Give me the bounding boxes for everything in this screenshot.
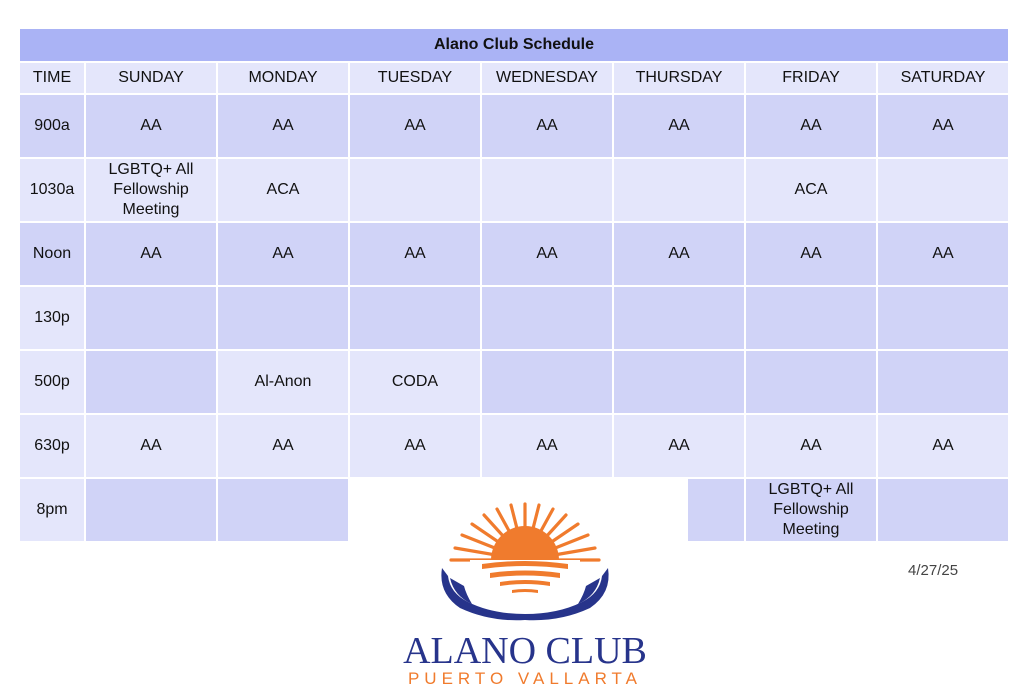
- schedule-cell: AA: [745, 222, 877, 286]
- time-cell: 630p: [19, 414, 85, 478]
- time-cell: 500p: [19, 350, 85, 414]
- logo-name: ALANO CLUB: [403, 630, 647, 672]
- schedule-cell: AA: [85, 414, 217, 478]
- schedule-cell: AA: [745, 94, 877, 158]
- schedule-cell: [613, 158, 745, 222]
- schedule-cell: LGBTQ+ All Fellowship Meeting: [745, 478, 877, 542]
- schedule-cell: [613, 350, 745, 414]
- time-cell: 130p: [19, 286, 85, 350]
- time-cell: Noon: [19, 222, 85, 286]
- column-header-sunday: SUNDAY: [85, 62, 217, 94]
- schedule-cell: ACA: [217, 158, 349, 222]
- schedule-cell: [481, 158, 613, 222]
- schedule-cell: AA: [745, 414, 877, 478]
- schedule-cell: AA: [613, 94, 745, 158]
- column-header-tuesday: TUESDAY: [349, 62, 481, 94]
- schedule-cell: AA: [481, 94, 613, 158]
- schedule-cell: AA: [85, 222, 217, 286]
- schedule-cell: [877, 286, 1009, 350]
- schedule-title: Alano Club Schedule: [19, 28, 1009, 62]
- schedule-cell: AA: [217, 222, 349, 286]
- schedule-cell: AA: [349, 222, 481, 286]
- schedule-cell: AA: [349, 414, 481, 478]
- schedule-cell: AA: [481, 414, 613, 478]
- table-row: [19, 222, 1009, 286]
- schedule-cell: [85, 350, 217, 414]
- table-row: [19, 158, 1009, 222]
- time-cell: 8pm: [19, 478, 85, 542]
- schedule-cell: [349, 158, 481, 222]
- table-row: [19, 414, 1009, 478]
- schedule-cell: AA: [613, 414, 745, 478]
- schedule-table: [18, 27, 1010, 543]
- schedule-cell: AA: [877, 222, 1009, 286]
- column-header-time: TIME: [19, 62, 85, 94]
- time-cell: 900a: [19, 94, 85, 158]
- schedule-cell: [745, 286, 877, 350]
- schedule-cell: AA: [481, 222, 613, 286]
- schedule-cell: [877, 350, 1009, 414]
- table-row: [19, 286, 1009, 350]
- column-header-thursday: THURSDAY: [613, 62, 745, 94]
- table-row: [19, 350, 1009, 414]
- schedule-cell: Al-Anon: [217, 350, 349, 414]
- schedule-cell: [877, 478, 1009, 542]
- column-header-monday: MONDAY: [217, 62, 349, 94]
- column-header-wednesday: WEDNESDAY: [481, 62, 613, 94]
- schedule-cell: [613, 286, 745, 350]
- date-stamp: 4/27/25: [908, 562, 959, 579]
- schedule-cell: AA: [217, 94, 349, 158]
- time-cell: 1030a: [19, 158, 85, 222]
- schedule-cell: [745, 350, 877, 414]
- schedule-cell: [877, 158, 1009, 222]
- schedule-cell: AA: [349, 94, 481, 158]
- schedule-cell: [349, 286, 481, 350]
- schedule-cell: CODA: [349, 350, 481, 414]
- schedule-cell: ACA: [745, 158, 877, 222]
- schedule-cell: [481, 350, 613, 414]
- sun-hands-icon: [420, 498, 630, 628]
- column-header-friday: FRIDAY: [745, 62, 877, 94]
- schedule-cell: LGBTQ+ All Fellowship Meeting: [85, 158, 217, 222]
- schedule-cell: AA: [877, 94, 1009, 158]
- schedule-cell: [217, 478, 349, 542]
- column-header-saturday: SATURDAY: [877, 62, 1009, 94]
- schedule-cell: [85, 478, 217, 542]
- alano-club-logo: [380, 498, 670, 690]
- schedule-cell: [217, 286, 349, 350]
- schedule-cell: [481, 286, 613, 350]
- logo-subtitle: PUERTO VALLARTA: [407, 669, 643, 688]
- table-row: [19, 94, 1009, 158]
- schedule-cell: [85, 286, 217, 350]
- schedule-cell: AA: [613, 222, 745, 286]
- schedule-cell: AA: [85, 94, 217, 158]
- schedule-cell: AA: [877, 414, 1009, 478]
- schedule-cell: AA: [217, 414, 349, 478]
